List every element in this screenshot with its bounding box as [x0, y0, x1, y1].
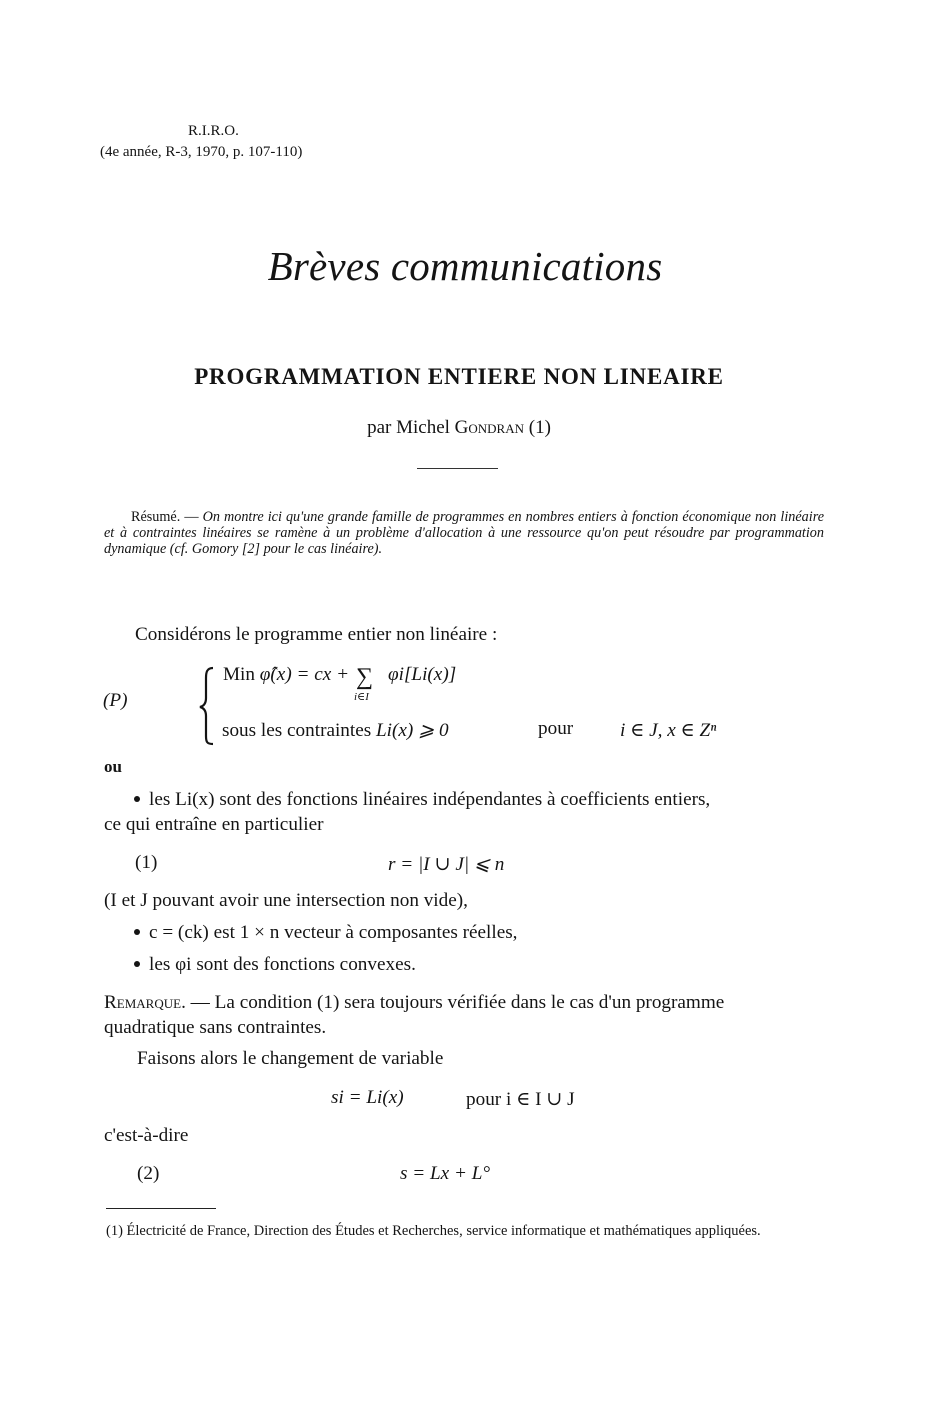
change-variable-text: Faisons alors le changement de variable	[137, 1048, 444, 1069]
remark-line-1	[104, 992, 724, 1014]
bullet-1-continuation: ce qui entraîne en particulier	[104, 814, 324, 835]
sum-symbol: ∑	[356, 664, 374, 690]
min-label: Min	[223, 664, 255, 685]
bullet-item-2	[134, 922, 517, 944]
program-line-2	[222, 718, 449, 742]
cest-a-dire: c'est-à-dire	[104, 1125, 189, 1146]
paper-title: PROGRAMMATION ENTIERE NON LINEAIRE	[194, 364, 724, 389]
journal-name: R.I.R.O.	[188, 123, 239, 139]
section-title: Brèves communications	[267, 243, 663, 289]
bullet-item-1	[134, 789, 710, 811]
bullet-1-text: les Li(x) sont des fonctions linéaires indépendantes à coefficients entiers,	[149, 789, 711, 810]
bullet-item-3	[134, 954, 416, 976]
author-name: Gondran	[454, 417, 524, 438]
program-label: (P)	[103, 690, 128, 711]
constraint-expression: Li(x) ⩾ 0	[376, 720, 449, 741]
constraint-text: sous les contraintes	[222, 720, 372, 741]
bullet-2-text: c = (ck) est 1 × n vecteur à composantes réelles,	[149, 922, 518, 943]
journal-issue: (4e année, R-3, 1970, p. 107-110)	[100, 144, 303, 160]
bullet-icon	[134, 929, 140, 935]
remark-text: — La condition (1) sera toujours vérifiée dans le cas d'un programme	[185, 992, 725, 1013]
equation-1: r = |I ∪ J| ⩽ n	[388, 854, 505, 875]
byline-prefix: par Michel	[367, 417, 450, 438]
equation-2-label: (2)	[137, 1163, 160, 1184]
objective-expression: φ̂(x) = cx +	[259, 664, 350, 685]
constraint-condition: i ∈ J, x ∈ Zⁿ	[620, 720, 717, 741]
byline	[0, 417, 918, 439]
equation-1-label: (1)	[135, 852, 158, 873]
bullet-3-text: les φi sont des fonctions convexes.	[149, 954, 416, 975]
bullet-icon	[134, 961, 140, 967]
abstract	[104, 510, 824, 557]
equation-2: s = Lx + L°	[400, 1163, 491, 1184]
sum-index: i∈I	[354, 691, 369, 703]
abstract-text: On montre ici qu'une grande famille de programmes en nombres entiers à fonction économique non linéaire et à contraintes linéaires se ramène à un problème d'allocation à une ressource qu'on peut résoudre par programmation dynamique (cf. Gomory [2] pour le cas linéaire).	[104, 509, 824, 557]
footnote-divider	[106, 1208, 216, 1209]
author-note-ref: (1)	[528, 417, 551, 438]
title-divider	[417, 468, 498, 469]
substitution-expression: si = Li(x)	[331, 1087, 404, 1108]
remark-line-2: quadratique sans contraintes.	[104, 1017, 327, 1038]
intro-paragraph: Considérons le programme entier non linéaire :	[135, 624, 498, 645]
program-line-1	[223, 664, 349, 686]
equation-1-note: (I et J pouvant avoir une intersection non vide),	[104, 890, 468, 911]
footnote: (1) Électricité de France, Direction des Études et Recherches, service informatique et mathématiques appliquées.	[106, 1223, 761, 1239]
left-brace-icon	[197, 666, 219, 746]
journal-header	[100, 121, 302, 163]
abstract-label: Résumé. —	[131, 509, 203, 525]
remark-label: Remarque.	[104, 992, 186, 1013]
bullet-icon	[134, 796, 140, 802]
constraint-pour: pour	[538, 718, 574, 739]
ou-label: ou	[104, 757, 122, 776]
substitution-condition: pour i ∈ I ∪ J	[466, 1089, 575, 1110]
objective-term: φi[Li(x)]	[388, 664, 457, 685]
